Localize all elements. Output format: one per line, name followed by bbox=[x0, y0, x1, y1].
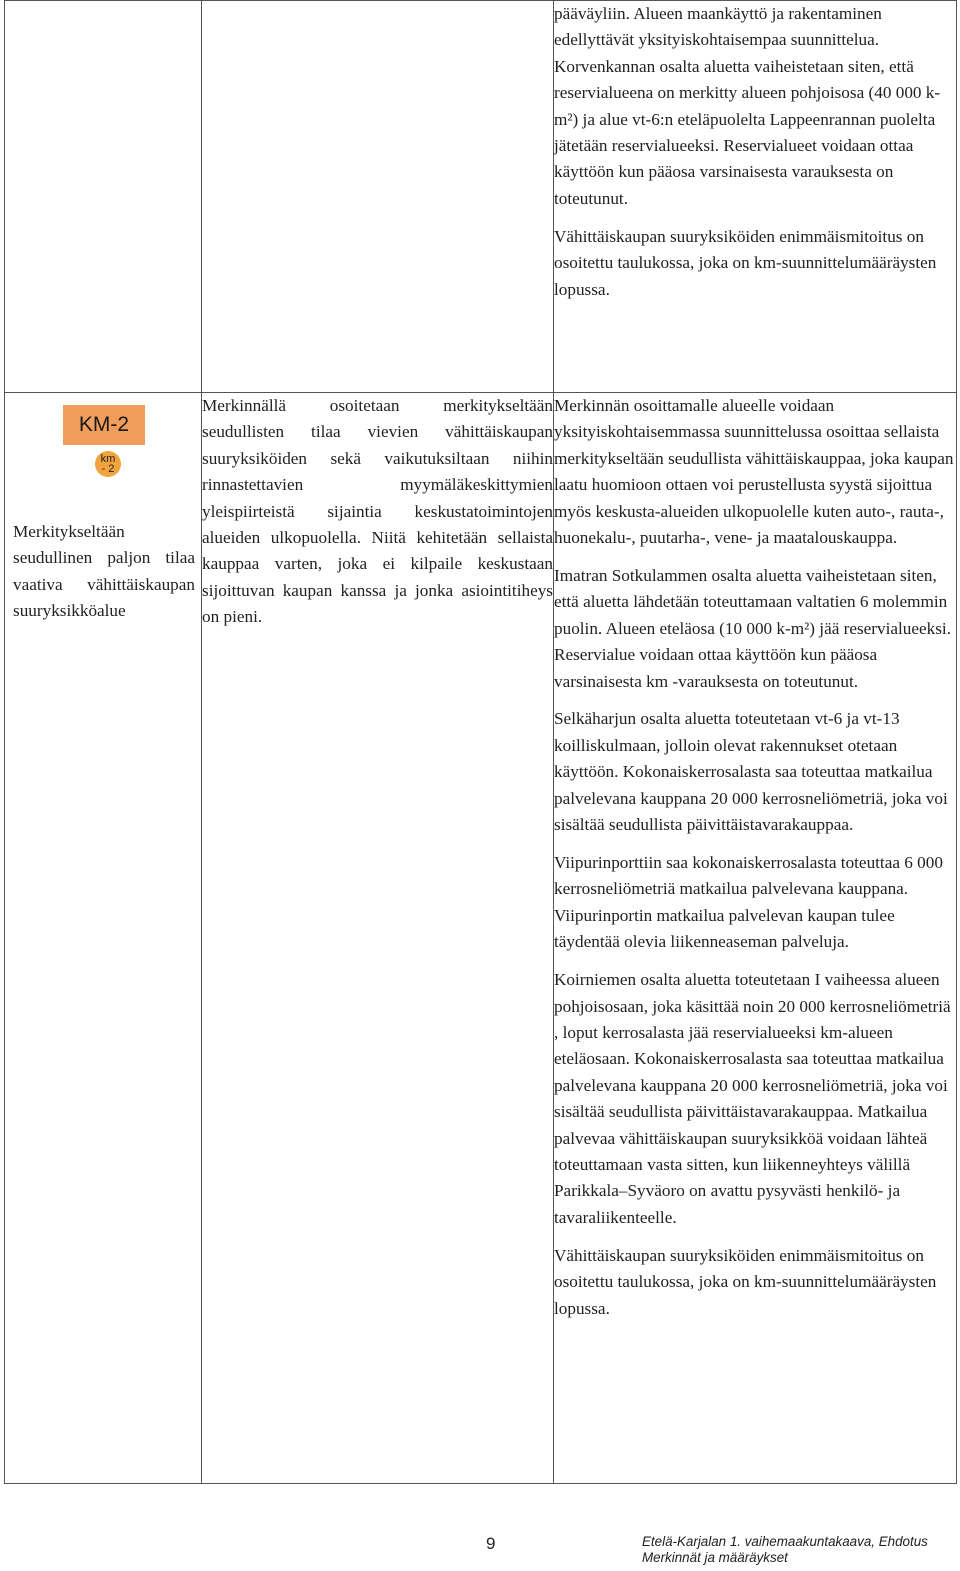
km-symbol-top: km bbox=[100, 453, 116, 465]
description-cell bbox=[202, 393, 554, 1484]
designation-label: Merkitykseltään seudullinen paljon tilaa vaativa vähittäiskaupan suuryksikköalue bbox=[13, 522, 195, 621]
km-symbol-icon bbox=[95, 451, 121, 477]
document-title-line2: Merkinnät ja määräykset bbox=[642, 1550, 788, 1565]
regulation-paragraph: pääväyliin. Alueen maankäyttö ja rakentaminen edellyttävät yksityiskohtaisempaa suunnittelua. Korvenkannan osalta aluetta vaiheistetaan siten, että reservialueena on merkitty alueen pohjoisosa (40 000 k-m²) ja alue vt-6:n eteläpuolelta Lappeenrannan puolelta jätetään reservialueeksi. Reservialueet voidaan ottaa käyttöön kun pääosa varsinaisesta varauksesta on toteutunut. bbox=[554, 4, 941, 208]
regulations-table bbox=[4, 0, 957, 1484]
km2-legend-swatch bbox=[63, 405, 145, 445]
regulation-paragraph: Imatran Sotkulammen osalta aluetta vaiheistetaan siten, että aluetta lähdetään toteuttamaan valtatien 6 molemmin puolin. Alueen eteläosa (10 000 k-m²) jää reservialueeksi. Reservialue voidaan ottaa käyttöön kun pääosa varsinaisesta km -varauksesta on toteutunut. bbox=[554, 565, 951, 691]
document-title-line1: Etelä-Karjalan 1. vaihemaakuntakaava, Ehdotus bbox=[642, 1534, 928, 1549]
regulation-cell bbox=[554, 1, 957, 393]
description-text: Merkinnällä osoitetaan merkitykseltään seudullisten tilaa vievien vähittäiskaupan suuryksiköiden sekä vaikutuksiltaan niihin rinnastettavien myymäläkeskittymien yleispiirteistä sijaintia keskustatoimintojen alueiden ulkopuolella. Niitä kehitetään sellaista kauppaa varten, joka ei kilpaile keskustaan sijoittuvan kaupan kanssa ja jonka asiointitiheys on pieni. bbox=[202, 396, 553, 627]
table-row bbox=[5, 1, 957, 393]
designation-cell-empty bbox=[5, 1, 202, 393]
km-symbol-bottom: - 2 bbox=[101, 463, 115, 475]
description-cell-empty bbox=[202, 1, 554, 393]
regulation-paragraph: Merkinnän osoittamalle alueelle voidaan yksityiskohtaisemmassa suunnittelussa osoittaa sellaista merkitykseltään seudullista vähittäiskauppaa, joka kaupan laatu huomioon ottaen voi perustellusta syystä sijoittua myös keskusta-alueiden ulkopuolelle kuten auto-, rauta-, huonekalu-, puutarha-, vene- ja maatalouskauppa. bbox=[554, 396, 954, 548]
km2-badge-label: KM-2 bbox=[78, 413, 130, 436]
regulation-cell bbox=[554, 393, 957, 1484]
page-number: 9 bbox=[486, 1534, 496, 1553]
regulation-paragraph: Vähittäiskaupan suuryksiköiden enimmäismitoitus on osoitettu taulukossa, joka on km-suunnittelumääräysten lopussa. bbox=[554, 226, 937, 299]
regulation-paragraph: Selkäharjun osalta aluetta toteutetaan vt-6 ja vt-13 koilliskulmaan, jolloin olevat rakennukset otetaan käyttöön. Kokonaiskerrosalasta saa toteuttaa matkailua palvelevana kauppana 20 000 kerrosneliömetriä, joka voi sisältää seudullista päivittäistavarakauppaa. bbox=[554, 709, 948, 835]
regulation-paragraph: Vähittäiskaupan suuryksiköiden enimmäismitoitus on osoitettu taulukossa, joka on km-suunnittelumääräysten lopussa. bbox=[554, 1245, 937, 1318]
document-title bbox=[642, 1534, 928, 1566]
regulation-paragraph: Viipurinporttiin saa kokonaiskerrosalasta toteuttaa 6 000 kerrosneliömetriä matkailua palvelevana kauppana. Viipurinportin matkailua palvelevan kaupan tulee täydentää olevia liikenneaseman palveluja. bbox=[554, 853, 943, 952]
regulation-paragraph: Koirniemen osalta aluetta toteutetaan I vaiheessa alueen pohjoisosaan, joka käsittää noin 20 000 kerrosneliömetriä , loput kerrosalasta jää reservialueeksi km-alueen eteläosaan. Kokonaiskerrosalasta saa toteuttaa matkailua palvelevana kauppana 20 000 kerrosneliömetriä, joka voi sisältää seudullista päivittäistavarakauppaa. Matkailua palvevaa vähittäiskaupan suuryksikköä voidaan lähteä toteuttamaan vasta sitten, kun liikenneyhteys välillä Parikkala–Syväoro on avattu pysyvästi henkilö- ja tavaraliikenteelle. bbox=[554, 970, 951, 1227]
designation-cell bbox=[5, 393, 202, 1484]
table-row bbox=[5, 393, 957, 1484]
